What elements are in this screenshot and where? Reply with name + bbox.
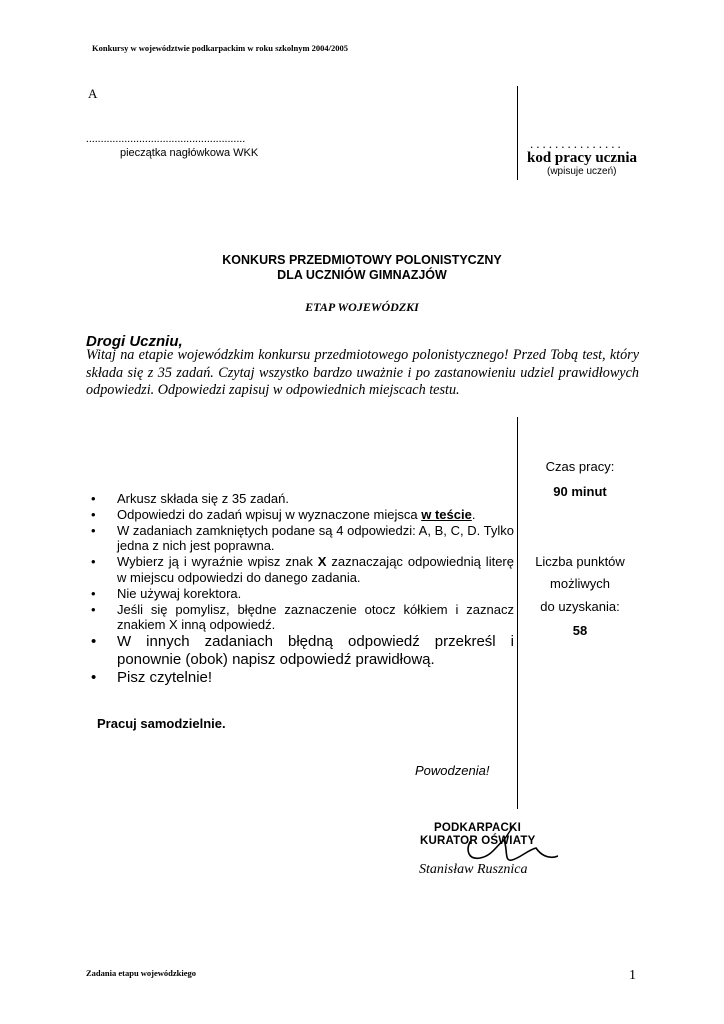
stamp-dotted-line: ...................................................... (86, 133, 246, 145)
instruction-item: • Jeśli się pomylisz, błędne zaznaczenie otocz kółkiem i zaznacz znakiem X inną odpowiedź. (91, 601, 514, 633)
time-value: 90 minut (553, 484, 607, 499)
document-header-note: Konkursy w województwie podkarpackim w roku szkolnym 2004/2005 (92, 43, 349, 53)
time-label: Czas pracy: (545, 459, 615, 474)
points-value: 58 (572, 623, 588, 638)
instruction-item: • W zadaniach zamkniętych podane są 4 odpowiedzi: A, B, C, D. Tylko jedna z nich jest poprawna. (91, 522, 514, 554)
seal-title-line2: KURATOR OŚWIATY (420, 835, 536, 847)
stamp-label: pieczątka nagłówkowa WKK (120, 147, 259, 159)
contest-title-line2: DLA UCZNIÓW GIMNAZJÓW (277, 268, 447, 282)
greeting: Drogi Uczniu, (86, 333, 183, 350)
footer-note: Zadania etapu wojewódzkiego (86, 968, 197, 978)
points-label-line3: do uzyskania: (540, 599, 620, 614)
vertical-divider-top (517, 86, 518, 180)
intro-paragraph: Witaj na etapie wojewódzkim konkursu przedmiotowego polonistycznego! Przed Tobą test, który składa się z 35 zadań. Czytaj wszystko bardzo uważnie i po zastanowieniu udziel prawidłowych odpowiedzi. Odpowiedzi zapisuj w odpowiednich miejscach testu. (86, 347, 639, 398)
test-variant-letter: A (88, 86, 98, 101)
signatory-name: Stanisław Rusznica (419, 862, 528, 877)
emphasis-in-test: w teście (421, 506, 472, 522)
instructions-list (86, 491, 514, 687)
contest-title-line1: KONKURS PRZEDMIOTOWY POLONISTYCZNY (222, 253, 502, 267)
bullet-icon: • (91, 522, 96, 538)
bullet-icon: • (91, 506, 96, 522)
contest-stage: ETAP WOJEWÓDZKI (305, 300, 419, 314)
bullet-icon: • (91, 669, 97, 687)
bullet-icon: • (91, 554, 96, 570)
student-code-hint: (wpisuje uczeń) (547, 166, 617, 177)
bullet-icon: • (91, 491, 96, 506)
instruction-item: • Wybierz ją i wyraźnie wpisz znak X zaznaczając odpowiednią literę w miejscu odpowiedzi do danego zadania. (91, 554, 514, 585)
page-number: 1 (629, 968, 636, 983)
bullet-icon: • (91, 633, 97, 651)
mark-symbol: X (317, 554, 327, 570)
instruction-item: • Odpowiedzi do zadań wpisuj w wyznaczone miejsca w teście. (91, 506, 476, 522)
bullet-icon: • (91, 585, 96, 601)
bullet-icon: • (91, 601, 96, 617)
student-code-label: kod pracy ucznia (527, 150, 638, 166)
good-luck-note: Powodzenia! (415, 763, 490, 778)
instruction-item: • W innych zadaniach błędną odpowiedź przekreśl i ponownie (obok) napisz odpowiedź prawidłową. (91, 633, 514, 669)
student-code-field[interactable]: ............... (530, 136, 624, 151)
instruction-item: • Nie używaj korektora. (91, 585, 242, 601)
points-label-line1: Liczba punktów (535, 554, 625, 569)
instruction-item: • Arkusz składa się z 35 zadań. (91, 491, 289, 506)
seal-title-line1: PODKARPACKI (434, 822, 521, 834)
points-label-line2: możliwych (550, 576, 610, 591)
instruction-item: • Pisz czytelnie! (91, 669, 213, 687)
work-alone-note: Pracuj samodzielnie. (97, 716, 226, 731)
